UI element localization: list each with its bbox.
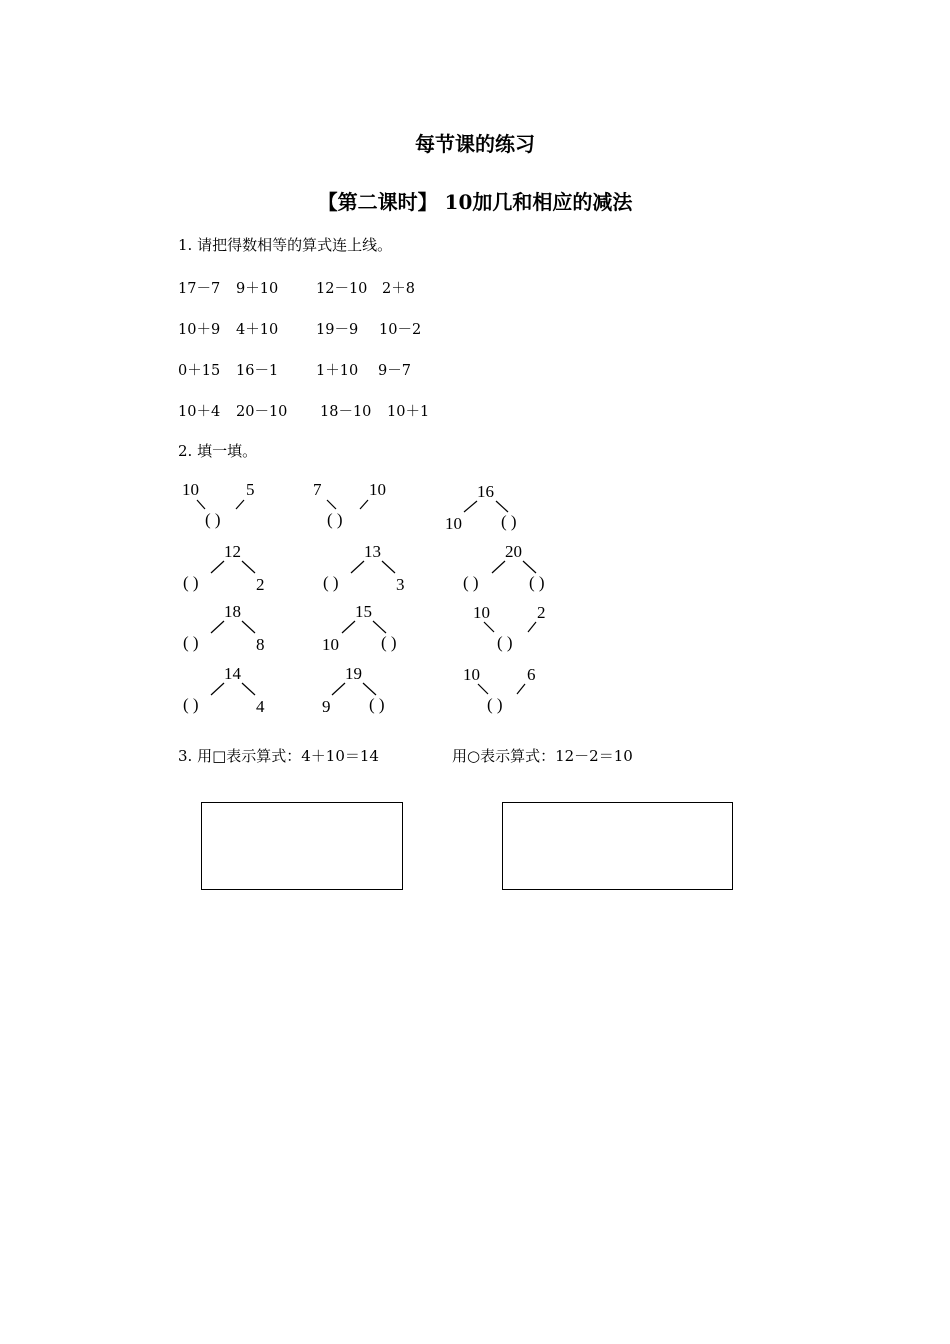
split-number: 15 [355,602,372,621]
expression: 4＋10 [236,322,279,338]
split-number: 16 [477,482,494,501]
split-number: 10 [322,635,339,654]
expression: 16－1 [236,363,279,379]
expression: 1＋10 [316,363,359,379]
split-number: 12 [224,542,241,561]
split-number: 10 [369,480,386,499]
split-number: 4 [256,697,265,716]
split-number: 19 [345,664,362,683]
answer-blank[interactable]: ( ) [497,633,513,652]
split-number: 8 [256,635,265,654]
answer-blank[interactable]: ( ) [205,510,221,529]
split-number: 7 [313,480,322,499]
answer-blank[interactable]: ( ) [501,512,517,531]
split-number: 14 [224,664,241,683]
split-number: 6 [527,665,536,684]
expression: 10＋1 [387,404,430,420]
split-number: 2 [537,603,546,622]
split-number: 10 [445,514,462,533]
question-1-label: 1. 请把得数相等的算式连上线。 [178,236,393,254]
square-answer-box[interactable] [201,802,403,890]
split-number: 20 [505,542,522,561]
question-3-right-label: 用○表示算式：12－2＝10 [452,747,633,765]
split-number: 18 [224,602,241,621]
expression: 9－7 [378,363,411,379]
expression: 12－10 [316,281,368,297]
answer-blank[interactable]: ( ) [323,573,339,592]
answer-blank[interactable]: ( ) [463,573,479,592]
expression: 10＋4 [178,404,221,420]
expression: 18－10 [320,404,372,420]
expression: 0＋15 [178,363,221,379]
expression: 20－10 [236,404,288,420]
answer-blank[interactable]: ( ) [369,695,385,714]
split-number: 2 [256,575,265,594]
question-3-left-label: 3. 用□表示算式：4＋10＝14 [178,747,379,765]
answer-blank[interactable]: ( ) [381,633,397,652]
answer-blank[interactable]: ( ) [487,695,503,714]
answer-blank[interactable]: ( ) [183,695,199,714]
expression: 2＋8 [382,281,415,297]
answer-blank[interactable]: ( ) [183,573,199,592]
answer-blank[interactable]: ( ) [183,633,199,652]
page-title: 每节课的练习 [415,132,535,156]
split-number: 10 [463,665,480,684]
split-number: 3 [396,575,405,594]
split-number: 10 [473,603,490,622]
expression: 17－7 [178,281,221,297]
split-number: 10 [182,480,199,499]
split-number: 13 [364,542,381,561]
split-number: 9 [322,697,331,716]
expression: 9＋10 [236,281,279,297]
circle-answer-box[interactable] [502,802,733,890]
split-number: 5 [246,480,255,499]
answer-blank[interactable]: ( ) [529,573,545,592]
expression: 10＋9 [178,322,221,338]
answer-blank[interactable]: ( ) [327,510,343,529]
expression: 10－2 [379,322,422,338]
lesson-title: 【第二课时】 10加几和相应的减法 [317,190,633,214]
expression: 19－9 [316,322,359,338]
question-2-label: 2. 填一填。 [178,442,258,460]
